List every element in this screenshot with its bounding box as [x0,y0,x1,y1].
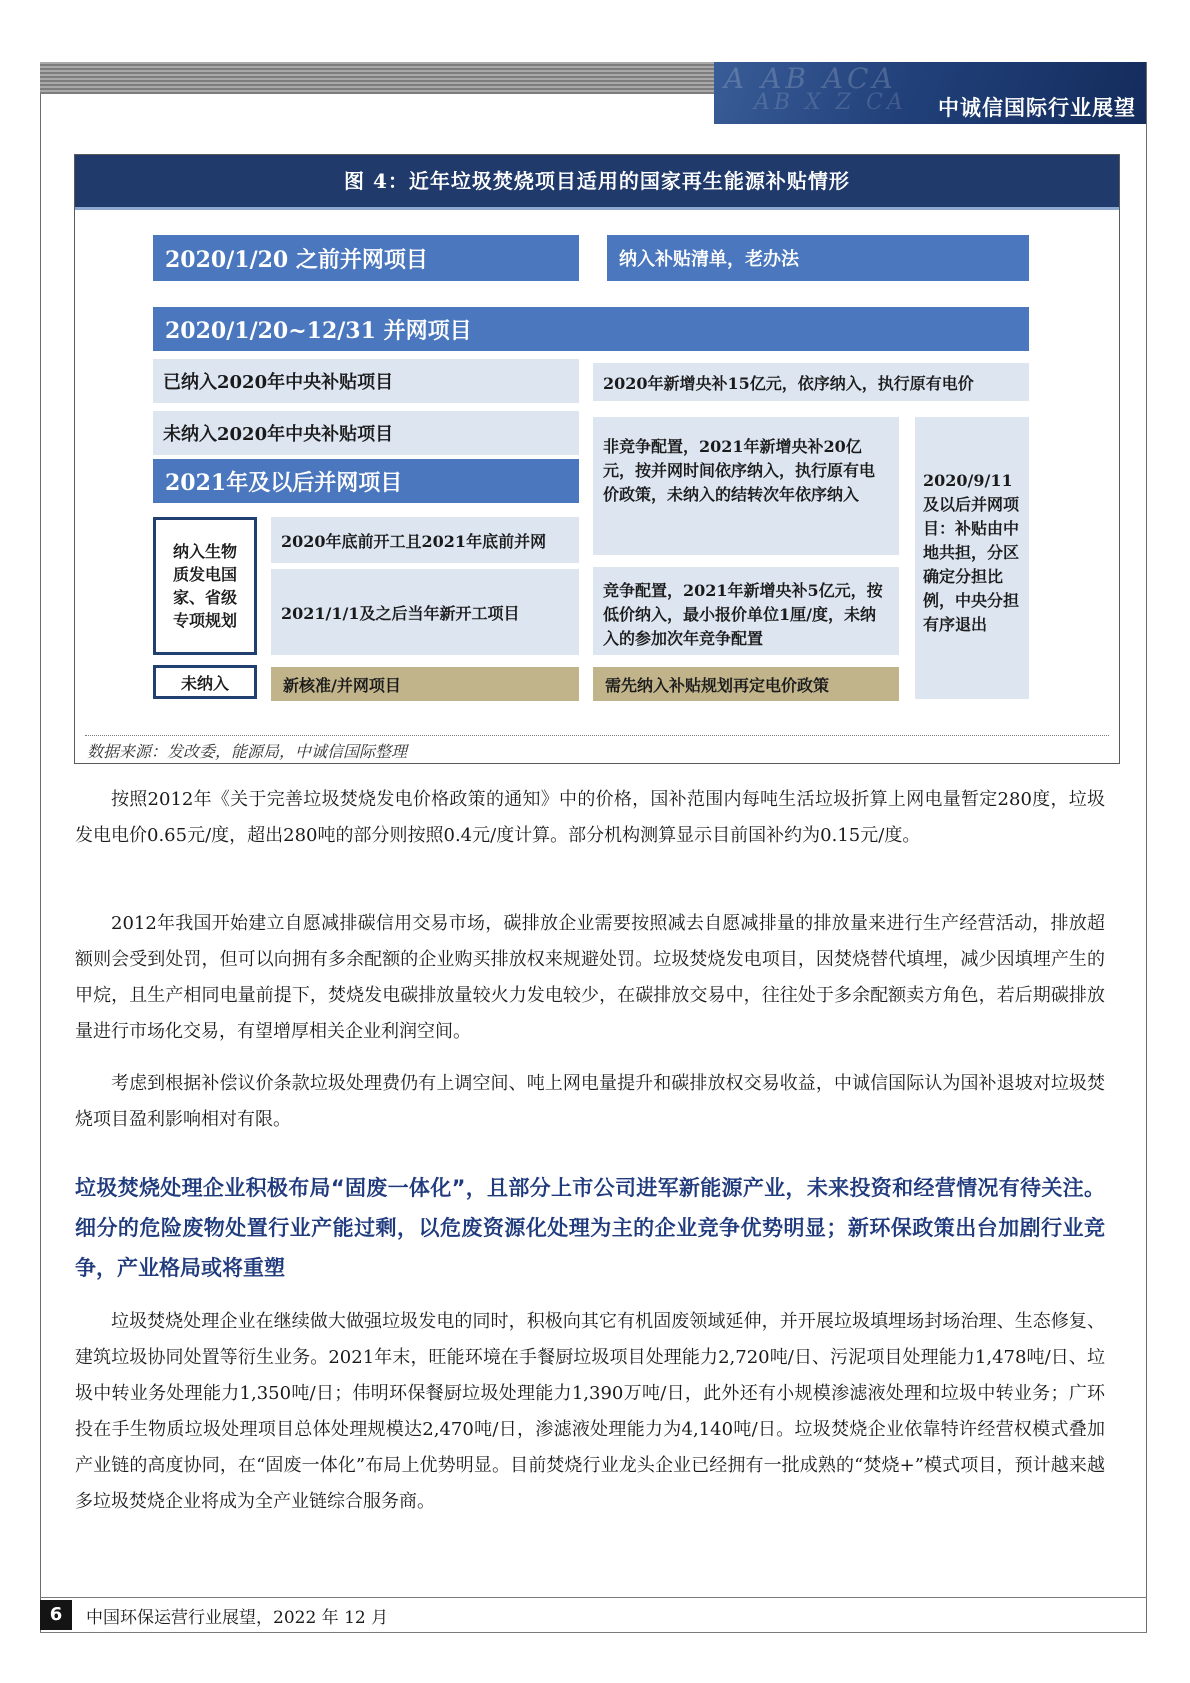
block-start-before-2020-end: 2020年底前开工且2021年底前并网 [271,517,579,563]
figure-4-box [74,154,1120,764]
page-frame-right [1146,62,1147,1632]
figure-title-underline [75,207,1119,210]
section-heading: 垃圾焚烧处理企业积极布局“固废一体化”，且部分上市公司进军新能源产业，未来投资和经营情况有待关注。细分的危险废物处置行业产能过剩，以危废资源化处理为主的企业竞争优势明显；新环保政策出台加剧行业竞争，产业格局或将重塑 [75,1176,1105,1280]
block-2020-period: 2020/1/20~12/31 并网项目 [153,307,1029,351]
block-after-0911: 2020/9/11及以后并网项目：补贴由中地共担，分区确定分担比例，中央分担有序退出 [915,417,1029,699]
block-before-2020-0120: 2020/1/20 之前并网项目 [153,235,579,281]
block-non-competitive: 非竞争配置，2021年新增央补20亿元，按并网时间依序纳入，执行原有电价政策，未纳入的结转次年依序纳入 [593,417,899,555]
block-included-2020: 已纳入2020年中央补贴项目 [153,359,579,403]
body-paragraph-1: 按照2012年《关于完善垃圾焚烧发电价格政策的通知》中的价格，国补范围内每吨生活垃圾折算上网电量暂定280度，垃圾发电电价0.65元/度，超出280吨的部分则按照0.4元/度计算。部分机构测算显示目前国补约为0.15元/度。 [75,789,1105,846]
block-biomass-plan: 纳入生物质发电国家、省级专项规划 [153,517,257,655]
block-2021-onward: 2021年及以后并网项目 [153,459,579,503]
page-frame-left [40,62,41,1632]
footer-top-rule [40,1597,1147,1598]
block-included-2020-desc: 2020年新增央补15亿元，依序纳入，执行原有电价 [593,363,1029,401]
body-paragraph-4: 垃圾焚烧处理企业在继续做大做强垃圾发电的同时，积极向其它有机固废领域延伸，并开展垃圾填埋场封场治理、生态修复、建筑垃圾协同处置等衍生业务。2021年末，旺能环境在手餐厨垃圾项目处理能力2,720吨/日、污泥项目处理能力1,478吨/日、垃圾中转业务处理能力1,350吨/日；伟明环保餐厨垃圾处理能力1,390万吨/日，此外还有小规模渗滤液处理和垃圾中转业务；广环投在手生物质垃圾处理项目总体处理规模达2,470吨/日，渗滤液处理能力为4,140吨/日。垃圾焚烧企业依靠特许经营权模式叠加产业链的高度协同，在“固废一体化”布局上优势明显。目前焚烧行业龙头企业已经拥有一批成熟的“焚烧+”模式项目，预计越来越多垃圾焚烧企业将成为全产业链综合服务商。 [75,1311,1105,1512]
block-not-in: 未纳入 [153,665,257,699]
figure-title: 图 4：近年垃圾焚烧项目适用的国家再生能源补贴情形 [75,155,1119,207]
header-brand-banner [714,62,1146,124]
block-need-plan: 需先纳入补贴规划再定电价政策 [593,667,899,701]
footer-publication: 中国环保运营行业展望，2022 年 12 月 [86,1608,389,1628]
block-not-included-2020: 未纳入2020年中央补贴项目 [153,411,579,455]
block-new-projects: 新核准/并网项目 [271,667,579,701]
page-number: 6 [40,1600,72,1630]
block-old-method: 纳入补贴清单，老办法 [607,235,1029,281]
block-start-after-2021: 2021/1/1及之后当年新开工项目 [271,569,579,655]
header-brand-title: 中诚信国际行业展望 [938,96,1136,120]
header-decoration-text: A AB ACA [724,62,897,95]
header-decoration-text-lower: AB X Z CA [754,90,907,115]
header-stripe [40,62,714,94]
footer-bottom-rule [40,1632,1147,1633]
body-paragraph-3: 考虑到根据补偿议价条款垃圾处理费仍有上调空间、吨上网电量提升和碳排放权交易收益，中诚信国际认为国补退坡对垃圾焚烧项目盈利影响相对有限。 [75,1073,1105,1130]
figure-source-divider [85,735,1109,737]
body-paragraph-2: 2012年我国开始建立自愿减排碳信用交易市场，碳排放企业需要按照减去自愿减排量的排放量来进行生产经营活动，排放超额则会受到处罚，但可以向拥有多余配额的企业购买排放权来规避处罚。垃圾焚烧发电项目，因焚烧替代填埋，减少因填埋产生的甲烷，且生产相同电量前提下，焚烧发电碳排放量较火力发电较少，在碳排放交易中，往往处于多余配额卖方角色，若后期碳排放量进行市场化交易，有望增厚相关企业利润空间。 [75,913,1105,1042]
block-competitive: 竞争配置，2021年新增央补5亿元，按低价纳入，最小报价单位1厘/度，未纳入的参加次年竞争配置 [593,567,899,655]
figure-source: 数据来源：发改委，能源局，中诚信国际整理 [87,742,408,761]
